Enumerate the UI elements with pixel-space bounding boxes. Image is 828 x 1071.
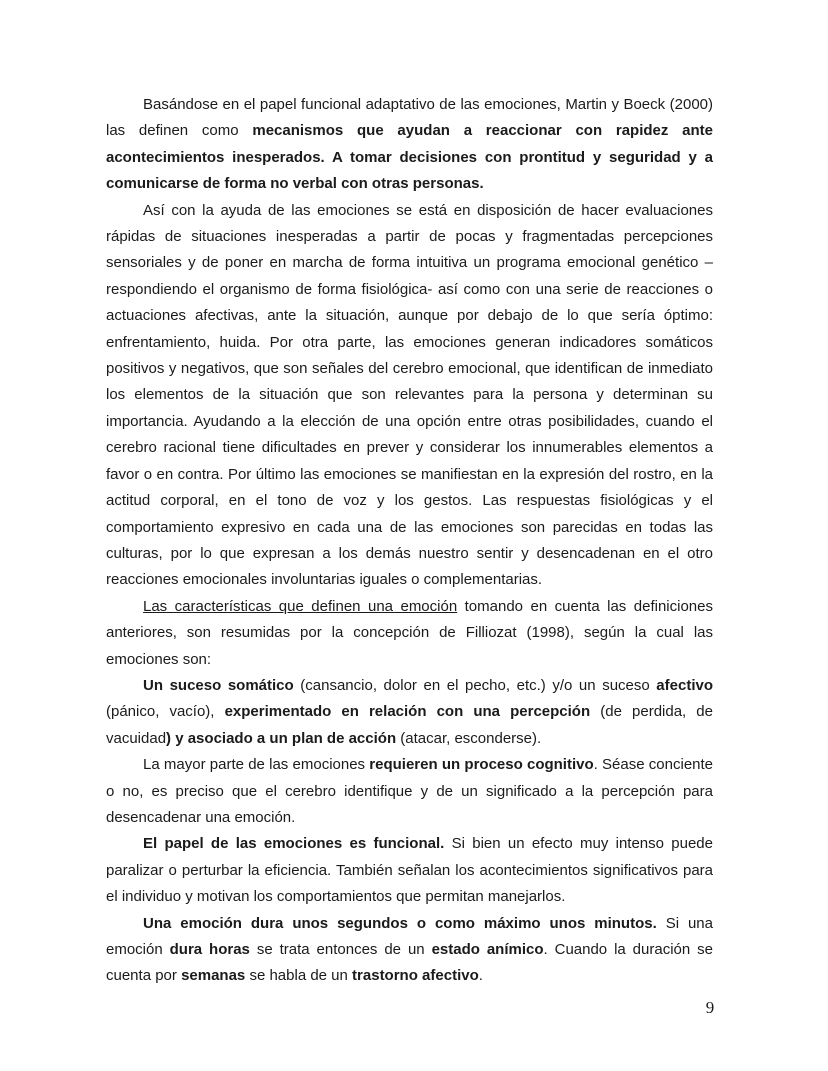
text-run: Si bien un efecto muy intenso puede paralizar o perturbar la eficiencia. También señalan los acontecimientos significativos para el individuo y motivan los comportamientos que permitan manejarlos. [106,835,713,906]
text-run: (de perdida, de vacuidad [106,703,713,747]
text-run: Así con la ayuda de las emociones se está en disposición de hacer evaluaciones rápidas de situaciones inesperadas a partir de pocas y fragmentadas percepciones sensoriales y de poner en marcha de forma intuitiva un programa emocional genético – respondiendo el organismo de forma fisiológica- así como con una serie de reacciones o actuaciones afectivas, ante la situación, aunque por debajo de lo que sería óptimo: enfrentamiento, huida. Por otra parte, las emociones generan indicadores somáticos positivos y negativos, que son señales del cerebro emocional, que identifican de inmediato los elementos de la situación que son relevantes para la persona y determinan su importancia. Ayudando a la elección de una opción entre otras posibilidades, cuando el cerebro racional tiene dificultades en prever y considerar los innumerables elementos a favor o en contra. Por último las emociones se manifiestan en la expresión del rostro, en la actitud corporal, en el tono de voz y los gestos. Las respuestas fisiológicas y el comportamiento expresivo en cada una de las emociones son parecidas en todas las culturas, por lo que expresan a los demás nuestro sentir y desencadenan en el otro reacciones emocionales involuntarias iguales o complementarias. [106,201,713,589]
text-run: (atacar, esconderse). [396,729,542,747]
text-run: se trata entonces de un [249,941,432,958]
paragraph [106,594,713,673]
paragraph [106,752,713,831]
text-run: . Cuando la duración se cuenta por [106,941,713,985]
bold-run: trastorno afectivo [352,967,479,985]
paragraph [106,673,713,752]
text-run: se habla de un [245,967,353,985]
bold-run: Una emoción dura unos segundos o como máximo unos minutos. [143,914,657,932]
text-run: . [478,967,483,985]
bold-run: experimentado en relación con una percepción [224,703,591,721]
bold-run: afectivo [656,676,713,694]
bold-run: dura horas [169,941,250,958]
bold-run: ) y asociado a un plan de acción [166,729,397,747]
text-run: . Séase conciente o no, es preciso que el cerebro identifique y de un significado a la percepción para desencadenar una emoción. [106,756,714,826]
text-run: Si una emoción [106,914,713,958]
paragraph [106,92,713,198]
bold-run: semanas [181,967,246,985]
paragraph [106,911,713,990]
bold-run: requieren un proceso cognitivo [369,756,594,774]
text-run: tomando en cuenta las definiciones anteriores, son resumidas por la concepción de Filliozat (1998), según la cual las emociones son: [106,597,713,668]
underline-run: Las características que definen una emoción [143,597,458,615]
bold-run: mecanismos que ayudan a reaccionar con rapidez ante acontecimientos inesperados. A tomar decisiones con prontitud y seguridad y a comunicarse de forma no verbal con otras personas. [106,122,713,193]
text-run: (cansancio, dolor en el pecho, etc.) y/o un suceso [293,676,657,694]
text-run: La mayor parte de las emociones [143,756,370,774]
bold-run: El papel de las emociones es funcional. [143,835,445,853]
bold-run: estado anímico [431,941,544,958]
paragraph [106,198,713,594]
text-run: (pánico, vacío), [106,703,225,721]
bold-run: Un suceso somático [143,676,294,694]
document-body [106,92,713,990]
paragraph [106,831,713,910]
page-number: 9 [705,998,715,1017]
text-run: Basándose en el papel funcional adaptativo de las emociones, Martin y Boeck (2000) las definen como [106,96,713,140]
